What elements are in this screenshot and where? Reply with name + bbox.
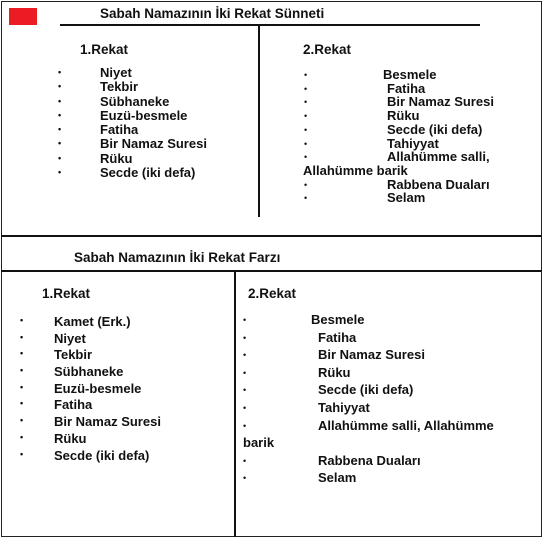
list-item-text: Bir Namaz Suresi [318, 347, 425, 363]
list-item-text: Allahümme salli, [387, 149, 490, 165]
bullet-icon: • [58, 81, 62, 92]
list-item-text: Niyet [100, 65, 132, 80]
list-item-text: Tekbir [100, 79, 139, 95]
bullet-icon: • [20, 448, 24, 459]
list-item [58, 165, 207, 181]
list-item-text: Rüku [54, 430, 87, 446]
list-item-text: Euzü-besmele [100, 107, 188, 123]
list-item-text: Rüku [318, 364, 351, 380]
bullet-icon: • [243, 315, 247, 325]
list-item-text: Bir Namaz Suresi [100, 136, 207, 152]
list-item-text: Secde (iki defa) [100, 165, 196, 181]
bullet-icon: • [20, 331, 24, 342]
bullet-icon: • [20, 365, 24, 376]
farz-divider [234, 270, 236, 537]
list-item-text: Rabbena Duaları [387, 176, 490, 192]
list-item-text: Bir Namaz Suresi [387, 94, 494, 110]
bullet-icon: • [243, 455, 247, 466]
sunnet-divider [258, 24, 260, 217]
list-item-text: Bir Namaz Suresi [54, 414, 161, 430]
farz-col2-heading: 2.Rekat [248, 286, 297, 301]
bullet-icon: • [304, 138, 308, 149]
bullet-icon: • [58, 138, 62, 149]
sunnet-title: Sabah Namazının İki Rekat Sünneti [100, 6, 325, 21]
bullet-icon: • [20, 415, 24, 426]
list-item-text: Rabbena Duaları [318, 452, 421, 468]
sunnet-title-rule [60, 24, 480, 26]
list-item-text: Fatiha [318, 329, 357, 345]
section-separator [1, 235, 542, 237]
bullet-icon: • [58, 167, 62, 178]
list-item-text: Secde (iki defa) [54, 447, 150, 463]
list-item [20, 314, 161, 331]
bullet-icon: • [20, 398, 24, 409]
sunnet-col2-heading: 2.Rekat [303, 42, 352, 57]
list-item [20, 347, 161, 364]
wrapped-line-text: Allahümme barik [303, 162, 408, 178]
list-item-text: Tahiyyat [318, 400, 370, 415]
list-item-text: Rüku [387, 108, 420, 124]
list-item-text: Besmele [383, 67, 437, 82]
bullet-icon: • [58, 95, 62, 106]
bullet-icon: • [304, 70, 308, 80]
bullet-icon: • [243, 473, 247, 484]
list-item-text: Tahiyyat [387, 135, 439, 151]
list-item [58, 150, 207, 166]
list-item [58, 79, 207, 95]
bullet-icon: • [304, 152, 308, 163]
list-item [58, 122, 207, 138]
list-item-text: Sübhaneke [54, 364, 124, 380]
bullet-icon: • [304, 83, 308, 94]
list-item [58, 107, 207, 123]
list-item-text: Besmele [311, 312, 365, 327]
list-item [58, 93, 207, 109]
list-item-text: Fatiha [100, 122, 139, 138]
list-item [20, 430, 161, 448]
list-item [20, 380, 161, 398]
list-item [20, 397, 161, 414]
list-item-text: Niyet [54, 330, 86, 346]
bullet-icon: • [243, 332, 247, 343]
bullet-icon: • [20, 315, 24, 325]
bullet-icon: • [58, 67, 62, 77]
bullet-icon: • [20, 381, 24, 392]
bullet-icon: • [243, 385, 247, 396]
red-marker [9, 8, 37, 25]
sunnet-col1-heading: 1.Rekat [80, 42, 129, 57]
list-item-text: Euzü-besmele [54, 380, 142, 396]
bullet-icon: • [304, 179, 308, 190]
list-item [58, 65, 207, 80]
wrapped-line-text: barik [243, 435, 275, 451]
list-item [58, 136, 207, 152]
bullet-icon: • [304, 111, 308, 122]
list-item-text: Fatiha [54, 397, 93, 413]
farz-col1-list [20, 314, 161, 464]
list-item [20, 414, 161, 431]
bullet-icon: • [243, 420, 247, 431]
sunnet-col1-list [58, 65, 207, 181]
bullet-icon: • [304, 124, 308, 135]
list-item-text: Secde (iki defa) [387, 121, 483, 137]
list-item-text: Sübhaneke [100, 93, 170, 109]
bullet-icon: • [304, 193, 308, 204]
list-item-text: Tekbir [54, 347, 93, 363]
list-item-text: Allahümme salli, Allahümme [318, 417, 494, 433]
bullet-icon: • [20, 431, 24, 442]
list-item-text: Rüku [100, 150, 133, 166]
list-item-text: Selam [387, 190, 426, 206]
list-item-text: Selam [318, 470, 357, 486]
bullet-icon: • [243, 350, 247, 361]
farz-title: Sabah Namazının İki Rekat Farzı [74, 250, 281, 265]
bullet-icon: • [243, 367, 247, 378]
list-item-text: Kamet (Erk.) [54, 314, 131, 329]
list-item [20, 447, 161, 465]
bullet-icon: • [58, 152, 62, 163]
bullet-icon: • [58, 109, 62, 120]
list-item-text: Secde (iki defa) [318, 382, 414, 398]
list-item-text: Fatiha [387, 80, 426, 96]
bullet-icon: • [58, 124, 62, 135]
bullet-icon: • [243, 403, 247, 413]
farz-col1-heading: 1.Rekat [42, 286, 91, 301]
farz-title-rule [1, 270, 542, 272]
bullet-icon: • [20, 348, 24, 359]
bullet-icon: • [304, 97, 308, 108]
list-item [20, 364, 161, 381]
list-item [20, 330, 161, 348]
